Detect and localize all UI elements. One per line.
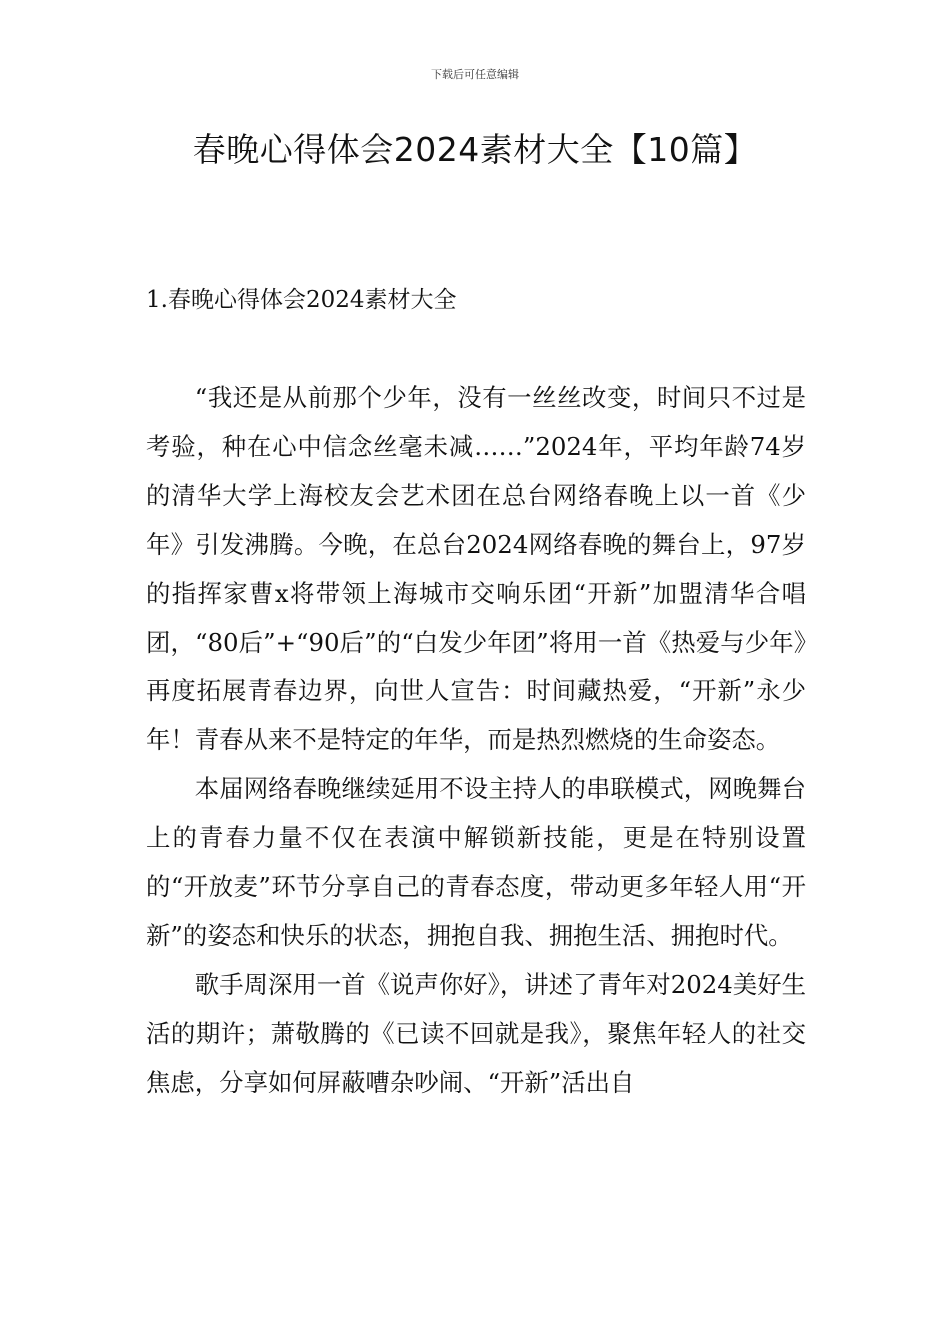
paragraph-3: 歌手周深用一首《说声你好》，讲述了青年对2024美好生活的期许；萧敬腾的《已读不回就是我》，聚焦年轻人的社交焦虑，分享如何屏蔽嘈杂吵闹、“开新”活出自 <box>146 969 806 1097</box>
paragraph-1: “我还是从前那个少年，没有一丝丝改变，时间只不过是考验，种在心中信念丝毫未减……”2024年，平均年龄74岁的清华大学上海校友会艺术团在总台网络春晚上以一首《少年》引发沸腾。今晚，在总台2024网络春晚的舞台上，97岁的指挥家曹x将带领上海城市交响乐团“开新”加盟清华合唱团，“80后”+“90后”的“白发少年团”将用一首《热爱与少年》再度拓展青春边界，向世人宣告：时间藏热爱，“开新”永少年！青春从来不是特定的年华，而是热烈燃烧的生命姿态。 <box>146 383 806 755</box>
header-note: 下载后可任意编辑 <box>431 68 519 81</box>
section-heading: 1.春晚心得体会2024素材大全 <box>146 287 457 313</box>
body-text <box>146 374 806 1108</box>
document-title: 春晚心得体会2024素材大全【10篇】 <box>192 130 758 169</box>
paragraph-2: 本届网络春晚继续延用不设主持人的串联模式，网晚舞台上的青春力量不仅在表演中解锁新技能，更是在特别设置的“开放麦”环节分享自己的青春态度，带动更多年轻人用“开新”的姿态和快乐的状态，拥抱自我、拥抱生活、拥抱时代。 <box>146 774 806 950</box>
